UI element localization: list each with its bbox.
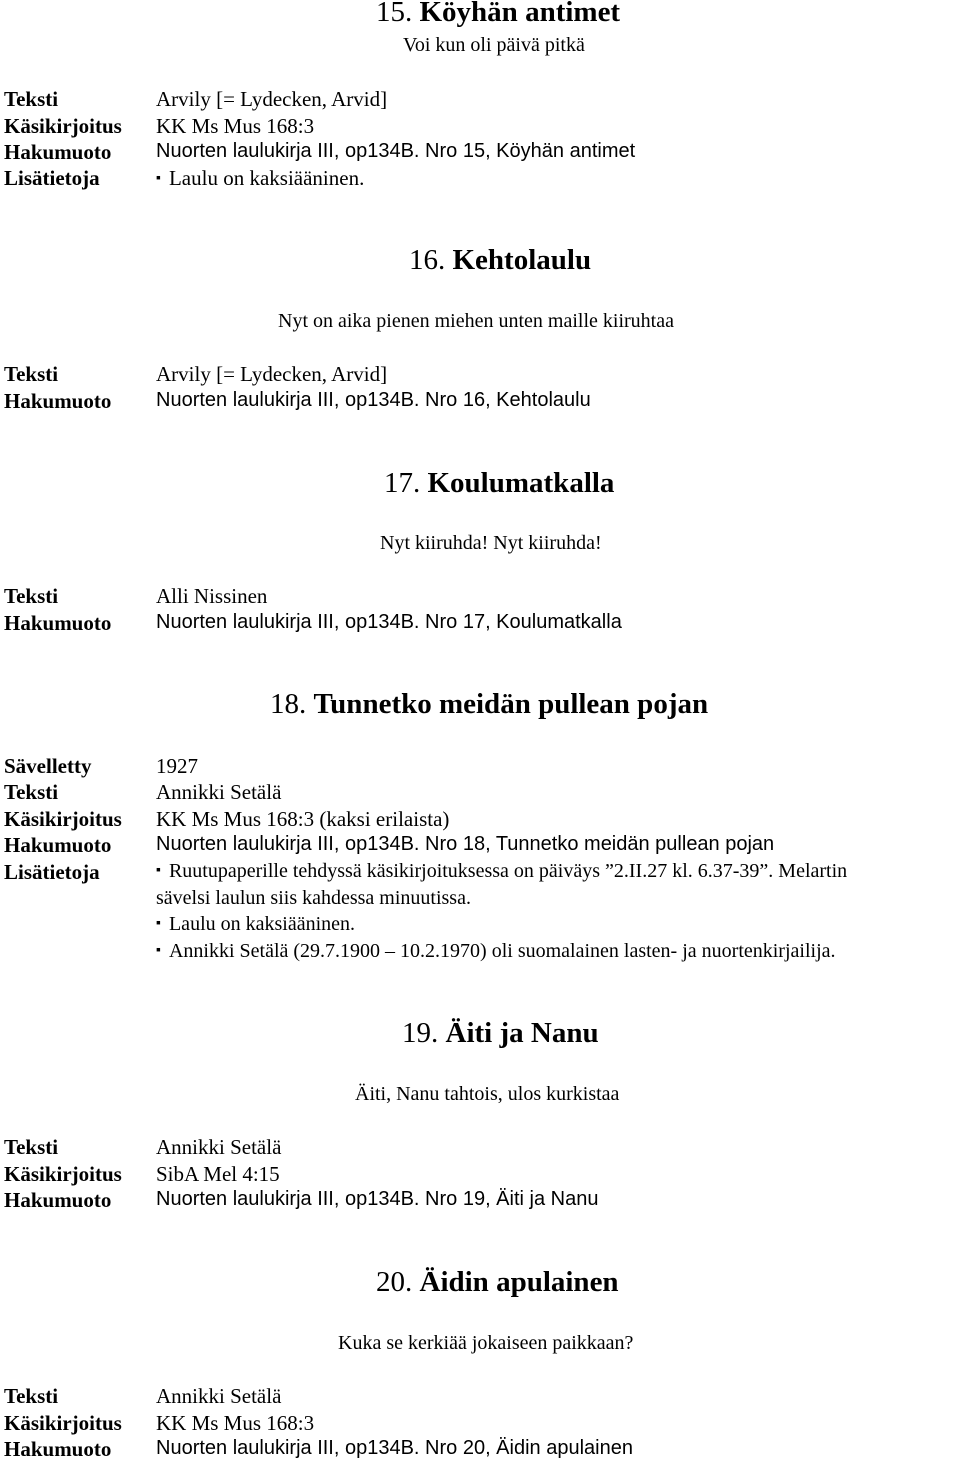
- song-15-kasikirjoitus: KK Ms Mus 168:3: [156, 114, 315, 138]
- song-17-teksti: Alli Nissinen: [156, 584, 268, 608]
- label-hakumuoto: Hakumuoto: [4, 389, 112, 413]
- label-teksti: Teksti: [4, 1135, 59, 1159]
- song-19-title: Äiti ja Nanu: [445, 1017, 599, 1049]
- song-16-heading: [409, 244, 591, 277]
- song-18-hakumuoto: Nuorten laulukirja III, op134B. Nro 18, Tunnetko meidän pullean pojan: [156, 833, 775, 855]
- label-lisatietoja: Lisätietoja: [4, 166, 100, 190]
- song-19-kasikirjoitus: SibA Mel 4:15: [156, 1162, 280, 1186]
- label-hakumuoto: Hakumuoto: [4, 140, 112, 164]
- label-hakumuoto: Hakumuoto: [4, 611, 112, 635]
- label-savelletty: Sävelletty: [4, 754, 92, 778]
- label-teksti: Teksti: [4, 87, 59, 111]
- song-18-lisatietoja-3: ▪ Annikki Setälä (29.7.1900 – 10.2.1970) oli suomalainen lasten- ja nuortenkirjailija.: [156, 940, 836, 963]
- song-18-kasikirjoitus: KK Ms Mus 168:3 (kaksi erilaista): [156, 807, 450, 831]
- song-16-first-line: Nyt on aika pienen miehen unten maille kiiruhtaa: [278, 310, 674, 332]
- label-teksti: Teksti: [4, 780, 59, 804]
- song-20-title: Äidin apulainen: [419, 1266, 619, 1298]
- song-17-heading: [384, 467, 614, 500]
- song-20-number: 20.: [376, 1266, 413, 1298]
- song-15-number: 15.: [376, 0, 413, 28]
- song-19-first-line: Äiti, Nanu tahtois, ulos kurkistaa: [355, 1083, 620, 1105]
- label-kasikirjoitus: Käsikirjoitus: [4, 807, 122, 831]
- song-20-heading: [376, 1266, 619, 1299]
- label-teksti: Teksti: [4, 362, 59, 386]
- song-18-heading: [270, 688, 708, 721]
- song-20-teksti: Annikki Setälä: [156, 1384, 282, 1408]
- label-hakumuoto: Hakumuoto: [4, 1188, 112, 1212]
- song-18-lisatietoja-1-cont: sävelsi laulun siis kahdessa minuutissa.: [156, 887, 471, 909]
- song-15-teksti: Arvily [= Lydecken, Arvid]: [156, 87, 388, 111]
- song-18-savelletty: 1927: [156, 754, 198, 778]
- song-16-teksti: Arvily [= Lydecken, Arvid]: [156, 362, 388, 386]
- song-20-kasikirjoitus: KK Ms Mus 168:3: [156, 1411, 315, 1435]
- label-hakumuoto: Hakumuoto: [4, 1437, 112, 1461]
- song-20-hakumuoto: Nuorten laulukirja III, op134B. Nro 20, Äidin apulainen: [156, 1437, 633, 1459]
- label-teksti: Teksti: [4, 1384, 59, 1408]
- song-15-title: Köyhän antimet: [419, 0, 621, 28]
- label-kasikirjoitus: Käsikirjoitus: [4, 1411, 122, 1435]
- song-19-hakumuoto: Nuorten laulukirja III, op134B. Nro 19, Äiti ja Nanu: [156, 1188, 599, 1210]
- label-kasikirjoitus: Käsikirjoitus: [4, 114, 122, 138]
- song-17-title: Koulumatkalla: [427, 467, 615, 499]
- song-18-lisatietoja-2: ▪ Laulu on kaksiääninen.: [156, 913, 355, 936]
- label-kasikirjoitus: Käsikirjoitus: [4, 1162, 122, 1186]
- song-20-first-line: Kuka se kerkiää jokaiseen paikkaan?: [338, 1332, 634, 1354]
- song-19-heading: [402, 1017, 599, 1050]
- label-teksti: Teksti: [4, 584, 59, 608]
- song-16-title: Kehtolaulu: [452, 244, 592, 276]
- song-19-number: 19.: [402, 1017, 439, 1049]
- song-16-hakumuoto: Nuorten laulukirja III, op134B. Nro 16, Kehtolaulu: [156, 389, 591, 411]
- song-18-teksti: Annikki Setälä: [156, 780, 282, 804]
- song-19-teksti: Annikki Setälä: [156, 1135, 282, 1159]
- song-15-heading: [376, 0, 620, 29]
- song-18-lisatietoja-1: ▪ Ruutupaperille tehdyssä käsikirjoituksessa on päiväys ”2.II.27 kl. 6.37-39”. Melartin: [156, 860, 847, 883]
- song-17-number: 17.: [384, 467, 421, 499]
- song-18-number: 18.: [270, 688, 307, 720]
- label-hakumuoto: Hakumuoto: [4, 833, 112, 857]
- song-15-first-line: Voi kun oli päivä pitkä: [403, 34, 585, 56]
- song-17-hakumuoto: Nuorten laulukirja III, op134B. Nro 17, Koulumatkalla: [156, 611, 622, 633]
- song-16-number: 16.: [409, 244, 446, 276]
- song-15-lisatietoja: ▪ Laulu on kaksiääninen.: [156, 166, 364, 191]
- song-18-title: Tunnetko meidän pullean pojan: [313, 688, 709, 720]
- song-15-hakumuoto: Nuorten laulukirja III, op134B. Nro 15, Köyhän antimet: [156, 140, 636, 162]
- song-17-first-line: Nyt kiiruhda! Nyt kiiruhda!: [380, 532, 602, 554]
- label-lisatietoja: Lisätietoja: [4, 860, 100, 884]
